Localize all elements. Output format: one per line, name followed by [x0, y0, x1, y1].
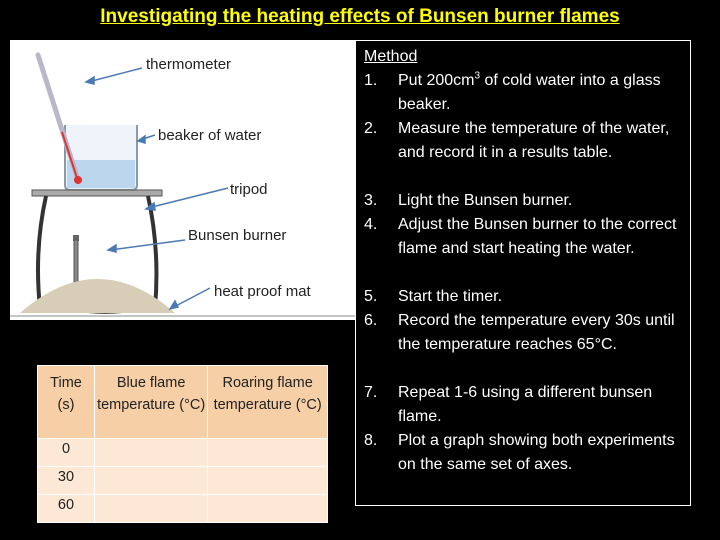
step-number: 1. — [364, 72, 378, 89]
arrow-burner — [110, 240, 185, 250]
table-row — [38, 467, 328, 495]
results-table — [37, 365, 328, 523]
apparatus-diagram — [10, 40, 355, 320]
step-text: Repeat 1-6 using a different bunsen flame. — [398, 384, 653, 425]
step-text: Plot a graph showing both experiments on the same set of axes. — [398, 432, 675, 473]
label-bunsen-burner: Bunsen burner — [188, 227, 287, 244]
step-text: Measure the temperature of the water, and record it in a results table. — [398, 120, 670, 161]
label-thermometer: thermometer — [146, 56, 232, 73]
time-cell: 0 — [38, 439, 95, 467]
method-heading: Method — [364, 48, 418, 65]
time-cell: 30 — [38, 467, 95, 495]
roaring-cell — [208, 439, 328, 467]
blue-cell — [95, 467, 208, 495]
heat-proof-mat — [20, 279, 175, 313]
page-title: Investigating the heating effects of Bunsen burner flames — [100, 6, 620, 27]
time-cell: 60 — [38, 495, 95, 523]
tripod-leg-left — [38, 196, 46, 308]
header-roaring-flame: Roaring flame temperature (°C) — [208, 366, 328, 439]
label-tripod: tripod — [230, 181, 268, 198]
method-panel — [355, 40, 691, 506]
tripod-top — [32, 190, 162, 196]
label-beaker-of-water: beaker of water — [158, 127, 262, 144]
table-header-row — [38, 366, 328, 439]
step-text: Put $200cm^3$ of cold water into a glass beaker. — [398, 70, 661, 113]
step-text: Adjust the Bunsen burner to the correct flame and start heating the water. — [398, 216, 677, 257]
roaring-cell — [208, 495, 328, 523]
label-heat-proof-mat: heat proof mat — [214, 283, 311, 300]
apparatus-illustration — [10, 40, 355, 320]
tripod-leg-right — [148, 196, 156, 308]
step-number: 6. — [364, 312, 378, 329]
table-row — [38, 495, 328, 523]
step-number: 7. — [364, 384, 378, 401]
roaring-cell — [208, 467, 328, 495]
burner-barrel — [74, 240, 78, 288]
blue-cell — [95, 495, 208, 523]
thermometer-bulb — [74, 176, 82, 184]
step-text: Record the temperature every 30s until the temperature reaches 65°C. — [398, 312, 675, 353]
arrow-thermometer — [88, 68, 142, 82]
header-blue-flame: Blue flame temperature (°C) — [95, 366, 208, 439]
step-number: 2. — [364, 120, 378, 137]
step-number: 8. — [364, 432, 378, 449]
header-time: Time (s) — [38, 366, 95, 439]
blue-cell — [95, 439, 208, 467]
step-number: 3. — [364, 192, 378, 209]
step-text: Start the timer. — [398, 288, 503, 305]
step-number: 5. — [364, 288, 378, 305]
table-row — [38, 439, 328, 467]
step-number: 4. — [364, 216, 378, 233]
step-text: Light the Bunsen burner. — [398, 192, 573, 209]
